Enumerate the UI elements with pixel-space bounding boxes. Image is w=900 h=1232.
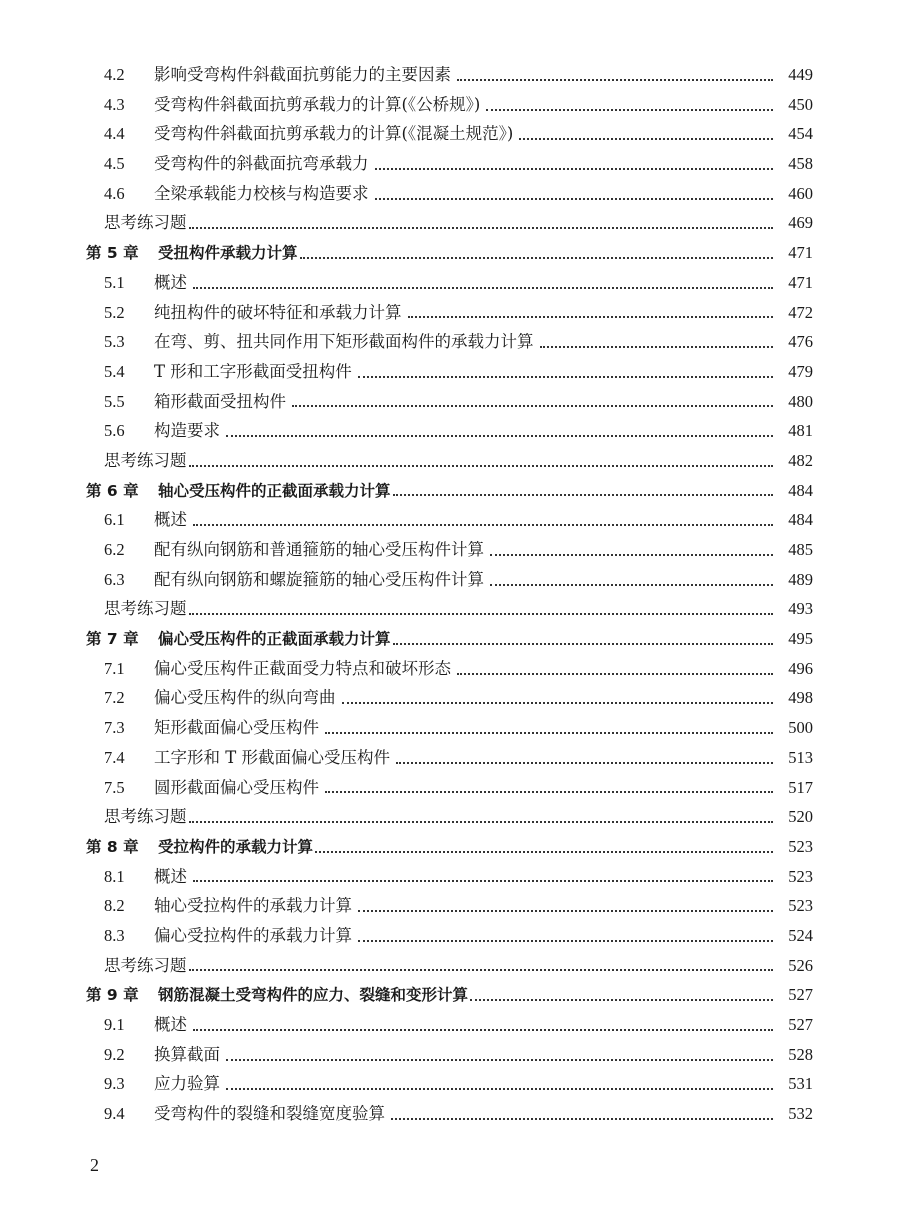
toc-entry-number: 5.1: [104, 272, 125, 292]
toc-entry-page: 513: [788, 747, 813, 767]
toc-entry-page: 489: [788, 569, 813, 589]
toc-entry-title: 全梁承载能力校核与构造要求: [154, 183, 369, 203]
toc-section-entry[interactable]: [86, 654, 813, 684]
toc-entry-page: 532: [788, 1104, 813, 1124]
toc-entry-number: 9.2: [104, 1044, 125, 1064]
toc-entry-page: 472: [788, 302, 813, 322]
toc-entry-number: 第 8 章: [86, 837, 139, 856]
toc-entry-title: 轴心受拉构件的承载力计算: [154, 896, 352, 916]
toc-entry-number: 8.3: [104, 925, 125, 945]
toc-entry-page: 496: [788, 658, 813, 678]
toc-entry-title: 应力验算: [154, 1074, 220, 1094]
toc-entry-title: 受弯构件的斜截面抗弯承载力: [154, 154, 369, 174]
toc-entry-page: 523: [788, 836, 813, 856]
toc-section-entry[interactable]: [86, 179, 813, 209]
toc-entry-title: 矩形截面偏心受压构件: [154, 718, 319, 738]
toc-entry-number: 5.6: [104, 421, 125, 441]
toc-section-entry[interactable]: [86, 535, 813, 565]
toc-entry-number: 8.2: [104, 896, 125, 916]
toc-entry-number: 5.5: [104, 391, 125, 411]
toc-section-entry[interactable]: [86, 891, 813, 921]
dot-leader: [490, 584, 773, 586]
toc-entry-page: 524: [788, 925, 813, 945]
toc-section-entry[interactable]: [86, 357, 813, 387]
dot-leader: [226, 1088, 773, 1090]
toc-chapter-entry[interactable]: [86, 980, 813, 1010]
dot-leader: [519, 138, 773, 140]
toc-section-entry[interactable]: [86, 1099, 813, 1129]
toc-entry-title: 受拉构件的承载力计算: [158, 837, 314, 856]
dot-leader: [457, 79, 773, 81]
toc-entry-title: 换算截面: [154, 1044, 220, 1064]
dot-leader: [358, 376, 773, 378]
toc-entry-page: 485: [788, 540, 813, 559]
toc-entry-title: 概述: [154, 1015, 187, 1034]
toc-entry-page: 460: [788, 183, 813, 203]
toc-entry-title: 思考练习题: [104, 955, 187, 975]
toc-section-entry[interactable]: [86, 1040, 813, 1070]
toc-entry-title: 思考练习题: [104, 599, 187, 619]
toc-section-entry[interactable]: [86, 416, 813, 446]
dot-leader: [189, 465, 774, 467]
toc-entry-title: 钢筋混凝土受弯构件的应力、裂缝和变形计算: [158, 986, 469, 1005]
toc-entry-number: 9.3: [104, 1074, 125, 1094]
toc-entry-title: 受扭构件承载力计算: [158, 244, 298, 263]
toc-section-entry[interactable]: [86, 119, 813, 149]
dot-leader: [226, 1059, 773, 1061]
dot-leader: [315, 851, 773, 853]
toc-section-entry[interactable]: [86, 862, 813, 892]
toc-entry-title: 偏心受压构件正截面受力特点和破坏形态: [154, 658, 451, 678]
toc-section-entry[interactable]: [86, 683, 813, 713]
toc-entry-page: 495: [788, 629, 813, 649]
toc-entry-title: 配有纵向钢筋和螺旋箍筋的轴心受压构件计算: [154, 569, 484, 589]
toc-entry-title: 受弯构件斜截面抗剪承载力的计算(《混凝土规范》): [154, 124, 514, 144]
dot-leader: [226, 435, 773, 437]
dot-leader: [189, 227, 774, 229]
dot-leader: [342, 702, 774, 704]
dot-leader: [470, 999, 773, 1001]
dot-leader: [292, 405, 773, 407]
dot-leader: [490, 554, 773, 556]
toc-entry-title: 概述: [154, 510, 187, 530]
dot-leader: [396, 762, 773, 764]
toc-chapter-entry[interactable]: [86, 624, 813, 654]
toc-entry-title: 思考练习题: [104, 213, 187, 233]
toc-entry-page: 450: [788, 94, 813, 114]
toc-section-entry[interactable]: [86, 713, 813, 743]
toc-entry-title: T 形和工字形截面受扭构件: [154, 361, 352, 381]
dot-leader: [189, 613, 774, 615]
toc-entry-title: 轴心受压构件的正截面承载力计算: [158, 481, 391, 500]
dot-leader: [189, 821, 774, 823]
toc-entry-number: 7.1: [104, 658, 125, 678]
toc-entry-number: 9.1: [104, 1015, 125, 1034]
toc-exercise-entry[interactable]: [86, 802, 813, 832]
toc-section-entry[interactable]: [86, 327, 813, 357]
toc-entry-number: 第 7 章: [86, 630, 139, 649]
toc-entry-page: 531: [788, 1074, 813, 1094]
toc-entry-title: 概述: [154, 272, 187, 292]
toc-entry-number: 4.5: [104, 154, 125, 174]
dot-leader: [540, 346, 774, 348]
toc-entry-page: 526: [788, 955, 813, 975]
toc-entry-page: 527: [788, 1015, 813, 1034]
toc-entry-page: 484: [788, 480, 813, 500]
toc-entry-title: 工字形和 T 形截面偏心受压构件: [154, 747, 390, 767]
toc-entry-number: 5.4: [104, 361, 125, 381]
dot-leader: [393, 494, 773, 496]
toc-section-entry[interactable]: [86, 743, 813, 773]
toc-chapter-entry[interactable]: [86, 832, 813, 862]
toc-entry-number: 5.3: [104, 332, 125, 352]
toc-section-entry[interactable]: [86, 505, 813, 535]
toc-chapter-entry[interactable]: [86, 238, 813, 268]
toc-section-entry[interactable]: [86, 90, 813, 120]
toc-exercise-entry[interactable]: [86, 208, 813, 238]
toc-exercise-entry[interactable]: [86, 951, 813, 981]
toc-entry-page: 471: [788, 243, 813, 263]
toc-entry-title: 偏心受压构件的纵向弯曲: [154, 688, 336, 708]
dot-leader: [457, 673, 773, 675]
toc-entry-number: 8.1: [104, 866, 125, 886]
toc-entry-title: 圆形截面偏心受压构件: [154, 777, 319, 797]
toc-entry-number: 7.5: [104, 777, 125, 797]
toc-section-entry[interactable]: [86, 298, 813, 328]
toc-entry-page: 481: [788, 421, 813, 441]
toc-entry-page: 469: [788, 213, 813, 233]
dot-leader: [375, 168, 774, 170]
dot-leader: [193, 1029, 773, 1031]
toc-entry-title: 构造要求: [154, 421, 220, 441]
page-number: 2: [90, 1155, 99, 1175]
dot-leader: [358, 940, 773, 942]
toc-entry-number: 9.4: [104, 1104, 125, 1124]
toc-entry-page: 498: [788, 688, 813, 708]
toc-entry-page: 454: [788, 124, 813, 144]
toc-entry-page: 520: [788, 807, 813, 827]
dot-leader: [408, 316, 774, 318]
dot-leader: [325, 732, 773, 734]
toc-entry-number: 7.2: [104, 688, 125, 708]
toc-entry-number: 4.4: [104, 124, 125, 144]
toc-entry-page: 523: [788, 866, 813, 886]
toc-entry-title: 概述: [154, 866, 187, 886]
toc-entry-number: 第 6 章: [86, 481, 139, 500]
toc-section-entry[interactable]: [86, 773, 813, 803]
toc-entry-number: 6.2: [104, 540, 125, 559]
toc-entry-title: 受弯构件斜截面抗剪承载力的计算(《公桥规》): [154, 94, 481, 114]
toc-entry-page: 471: [788, 272, 813, 292]
toc-entry-number: 6.1: [104, 510, 125, 530]
toc-entry-page: 500: [788, 718, 813, 738]
toc-entry-page: 449: [788, 65, 813, 84]
toc-entry-number: 4.2: [104, 65, 125, 84]
toc-entry-page: 482: [788, 450, 813, 470]
toc-section-entry[interactable]: [86, 268, 813, 298]
toc-entry-title: 箱形截面受扭构件: [154, 391, 286, 411]
dot-leader: [375, 198, 774, 200]
toc-entry-title: 思考练习题: [104, 807, 187, 827]
toc-entry-page: 484: [788, 510, 813, 530]
toc-exercise-entry[interactable]: [86, 446, 813, 476]
toc-chapter-entry[interactable]: [86, 476, 813, 506]
toc-entry-title: 影响受弯构件斜截面抗剪能力的主要因素: [154, 65, 451, 84]
dot-leader: [193, 524, 773, 526]
toc-entry-title: 偏心受拉构件的承载力计算: [154, 925, 352, 945]
dot-leader: [300, 257, 773, 259]
toc-entry-page: 479: [788, 361, 813, 381]
toc-entry-number: 7.4: [104, 747, 125, 767]
dot-leader: [393, 643, 773, 645]
dot-leader: [391, 1118, 773, 1120]
toc-entry-number: 4.6: [104, 183, 125, 203]
toc-entry-title: 受弯构件的裂缝和裂缝宽度验算: [154, 1104, 385, 1124]
toc-entry-title: 配有纵向钢筋和普通箍筋的轴心受压构件计算: [154, 540, 484, 559]
toc-section-entry[interactable]: [86, 1069, 813, 1099]
toc-entry-title: 偏心受压构件的正截面承载力计算: [158, 630, 391, 649]
toc-section-entry[interactable]: [86, 149, 813, 179]
toc-entry-title: 纯扭构件的破坏特征和承载力计算: [154, 302, 402, 322]
table-of-contents: [86, 60, 813, 1129]
toc-entry-number: 7.3: [104, 718, 125, 738]
toc-section-entry[interactable]: [86, 565, 813, 595]
toc-section-entry[interactable]: [86, 1010, 813, 1040]
toc-entry-page: 476: [788, 332, 813, 352]
toc-entry-page: 528: [788, 1044, 813, 1064]
toc-entry-page: 458: [788, 154, 813, 174]
dot-leader: [358, 910, 773, 912]
dot-leader: [325, 791, 773, 793]
toc-entry-page: 480: [788, 391, 813, 411]
toc-entry-page: 517: [788, 777, 813, 797]
toc-entry-page: 493: [788, 599, 813, 619]
dot-leader: [193, 880, 773, 882]
toc-entry-number: 6.3: [104, 569, 125, 589]
toc-section-entry[interactable]: [86, 60, 813, 90]
dot-leader: [193, 287, 773, 289]
toc-entry-number: 第 5 章: [86, 244, 139, 263]
toc-entry-number: 第 9 章: [86, 986, 139, 1005]
toc-entry-page: 523: [788, 896, 813, 916]
toc-entry-number: 5.2: [104, 302, 125, 322]
dot-leader: [486, 109, 773, 111]
toc-section-entry[interactable]: [86, 921, 813, 951]
dot-leader: [189, 969, 774, 971]
toc-entry-title: 思考练习题: [104, 450, 187, 470]
toc-entry-page: 527: [788, 985, 813, 1005]
toc-exercise-entry[interactable]: [86, 594, 813, 624]
toc-entry-number: 4.3: [104, 94, 125, 114]
toc-entry-title: 在弯、剪、扭共同作用下矩形截面构件的承载力计算: [154, 332, 534, 352]
toc-section-entry[interactable]: [86, 387, 813, 417]
